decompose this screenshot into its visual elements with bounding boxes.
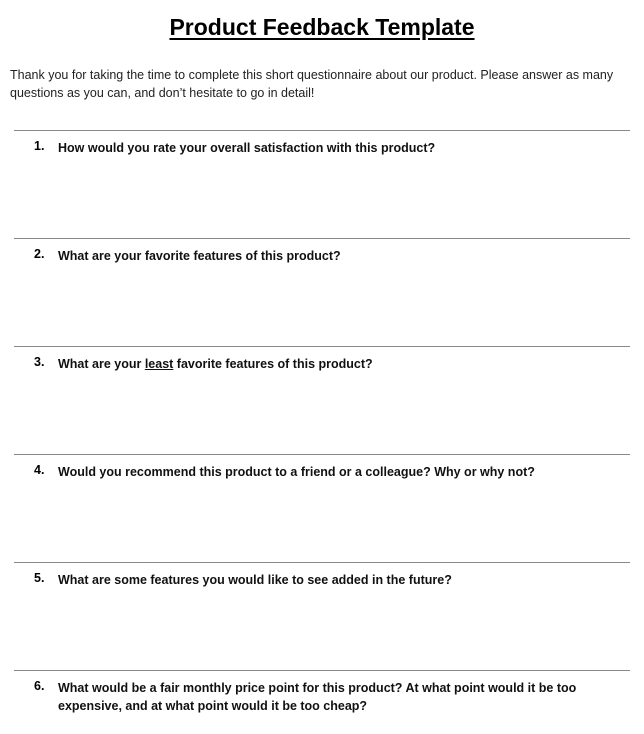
question-text: What are your favorite features of this product?: [58, 249, 341, 263]
question-number: 6.: [34, 679, 45, 693]
question-text: [58, 355, 623, 373]
question-3: [14, 346, 630, 371]
question-text-after: favorite features of this product?: [173, 357, 373, 371]
question-number: 1.: [34, 139, 45, 153]
intro-text: Thank you for taking the time to complete this short questionnaire about our product. Please answer as many questions as you can, and don’t hesitate to go in detail!: [10, 68, 614, 100]
question-number: 4.: [34, 463, 45, 477]
question-1: [14, 130, 630, 155]
question-text: How would you rate your overall satisfaction with this product?: [58, 141, 436, 155]
page-title: Product Feedback Template: [169, 14, 475, 40]
question-text-before: What are your: [58, 357, 145, 371]
question-4: [14, 454, 630, 479]
question-5: [14, 562, 630, 587]
question-number: 2.: [34, 247, 45, 261]
question-text: What are some features you would like to see added in the future?: [58, 573, 452, 587]
question-number: 5.: [34, 571, 45, 585]
question-text: What would be a fair monthly price point for this product? At what point would it be too expensive, and at what point would it be too cheap?: [58, 681, 577, 713]
question-2: [14, 238, 630, 263]
question-text: Would you recommend this product to a friend or a colleague? Why or why not?: [58, 465, 535, 479]
question-number: 3.: [34, 355, 45, 369]
question-6: [14, 670, 630, 713]
question-text-emphasis: least: [144, 357, 174, 371]
